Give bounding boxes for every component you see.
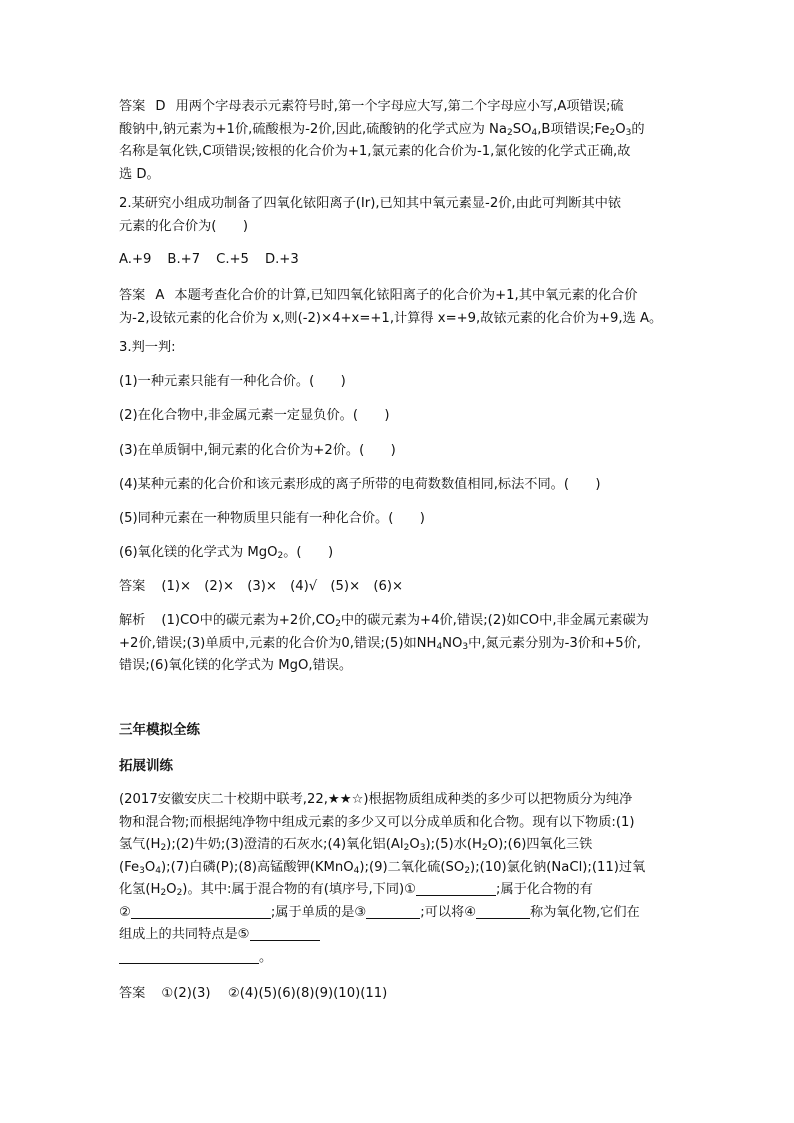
subscript: 2 <box>176 888 183 898</box>
text-run: 。 <box>259 950 273 965</box>
subscript: 2 <box>277 551 284 561</box>
subscript: 2 <box>507 127 513 138</box>
question-2 <box>119 193 679 238</box>
subscript: 2 <box>160 843 167 853</box>
practice-line-5 <box>119 879 679 902</box>
q3-item-6 <box>119 542 679 565</box>
text-run: 氢气(H <box>119 837 161 852</box>
q3-answer <box>119 576 679 599</box>
answer-text: 本题考查化合价的计算,已知四氧化铱阳离子的化合价为+1,其中氧元素的化合价 <box>174 288 638 303</box>
practice-line-2: 物和混合物;而根据纯净物中组成元素的多少又可以分成单质和化合物。现有以下物质:(1) <box>119 814 635 830</box>
q3-analysis <box>119 610 679 678</box>
q3-item-1 <box>119 371 679 394</box>
subscript: 3 <box>139 865 145 876</box>
practice-line-7 <box>119 924 679 947</box>
q1-answer-line-2 <box>119 119 679 142</box>
judge-item <box>119 542 679 565</box>
analysis-line-3: 错误;(6)氧化镁的化学式为 MgO,错误。 <box>119 658 353 673</box>
text-run: 中的碳元素为+4价,错误;(2)如CO中,非金属元素碳为 <box>340 613 649 628</box>
answer-text: 用两个字母表示元素符号时,第一个字母应大写,第二个字母应小写,A项错误;硫 <box>175 99 624 114</box>
answer-label: 答案 <box>119 99 146 114</box>
answer-blank-5[interactable] <box>250 925 320 941</box>
answer-label: 答案 <box>119 986 146 1001</box>
text-run: NO <box>442 635 463 651</box>
subscript: 2 <box>403 843 410 853</box>
subscript: 4 <box>353 865 360 876</box>
text-run: SO <box>512 121 532 137</box>
section-title: 三年模拟全练 <box>119 722 200 738</box>
subscript: 2 <box>481 843 488 853</box>
q1-answer-line-4: 选 D。 <box>119 166 160 182</box>
text-run: O <box>409 837 420 852</box>
subscript: 2 <box>335 619 341 629</box>
subscript: 2 <box>464 865 471 876</box>
text-run: 称为氧化物,它们在 <box>530 904 640 920</box>
subscript: 3 <box>625 127 632 138</box>
text-run: );(2)牛奶;(3)澄清的石灰水;(4)氧化铝(Al <box>166 837 404 852</box>
text-run: (1)CO中的碳元素为+2价,CO <box>161 613 336 628</box>
text-run: );(5)水(H <box>425 837 482 852</box>
judge-item: (5)同种元素在一种物质里只能有一种化合价。( ) <box>119 511 425 526</box>
q2-answer-line-2: 为-2,设铱元素的化合价为 x,则(-2)×4+x=+1,计算得 x=+9,故铱元素的化合价为+9,选 A。 <box>119 310 663 326</box>
q1-answer <box>119 96 679 186</box>
q2-stem-line-2: 元素的化合价为( ) <box>119 218 248 234</box>
answer-text: (1)× (2)× (3)× (4)√ (5)× (6)× <box>161 579 404 594</box>
q2-stem-line-1: 2.某研究小组成功制备了四氧化铱阳离子(Ir),已知其中氧元素显-2价,由此可判断其中铱 <box>119 196 622 211</box>
text-run: ;可以将④ <box>420 904 477 920</box>
q2-answer <box>119 285 679 330</box>
text-run: O <box>166 882 177 897</box>
option-d: D.+3 <box>264 252 299 267</box>
text-run: (Fe <box>119 859 140 875</box>
text-run: O <box>144 859 156 875</box>
subscript: 4 <box>531 127 538 138</box>
text-run: ;属于化合物的有 <box>496 882 593 897</box>
subscript: 3 <box>462 641 469 652</box>
text-run: 中,氮元素分别为-3价和+5价, <box>468 635 642 651</box>
text-run: 化氢(H <box>119 882 161 897</box>
subscript: 2 <box>160 888 167 898</box>
text-run: );(7)白磷(P);(8)高锰酸钾(KMnO <box>160 859 354 875</box>
practice-line-3 <box>119 834 679 857</box>
text-run: ;属于单质的是③ <box>270 904 367 920</box>
practice-blank-continuation <box>119 947 679 970</box>
section-subtitle: 拓展训练 <box>119 758 173 774</box>
text-run: 。( ) <box>283 545 334 560</box>
text-run: ② <box>119 904 131 920</box>
text-run: )。其中:属于混合物的有(填序号,下同)① <box>182 882 417 897</box>
answer-choice: D <box>155 99 166 114</box>
q1-answer-line-1 <box>119 96 679 119</box>
q3-item-3 <box>119 440 679 463</box>
text-run: (6)氧化镁的化学式为 MgO <box>119 545 278 560</box>
text-run: 组成上的共同特点是⑤ <box>119 927 250 942</box>
analysis-label: 解析 <box>119 613 146 628</box>
q3-answer-line <box>119 576 679 599</box>
analysis-line-1 <box>119 610 679 633</box>
analysis-line-2 <box>119 633 679 656</box>
subscript: 2 <box>609 127 616 138</box>
subscript: 3 <box>419 843 426 853</box>
answer-blank-1[interactable] <box>416 880 496 896</box>
q3-item-5 <box>119 508 679 531</box>
answer-choice: A <box>155 288 165 303</box>
answer-label: 答案 <box>119 288 146 303</box>
text-run: );(9)二氧化硫(SO <box>359 859 465 875</box>
answer-label: 答案 <box>119 579 146 594</box>
practice-answer <box>119 983 679 1006</box>
judge-item: (4)某种元素的化合价和该元素形成的离子所带的电荷数数值相同,标法不同。( ) <box>119 477 601 492</box>
practice-line-6 <box>119 902 679 925</box>
option-b: B.+7 <box>167 252 201 267</box>
practice-line-1: (2017安徽安庆二十校期中联考,22,★★☆)根据物质组成种类的多少可以把物质分为纯净 <box>119 792 633 807</box>
answer-blank-3[interactable] <box>366 903 420 919</box>
subscript: 4 <box>436 641 443 652</box>
text-run: +2价,错误;(3)单质中,元素的化合价为0,错误;(5)如NH <box>119 635 437 651</box>
text-run: O <box>615 121 626 137</box>
text-run: 酸钠中,钠元素为+1价,硫酸根为-2价,因此,硫酸钠的化学式应为 Na <box>119 121 507 137</box>
practice-question <box>119 789 679 947</box>
text-run: O);(6)四氧化三铁 <box>487 837 593 852</box>
judge-item: (1)一种元素只能有一种化合价。( ) <box>119 374 346 389</box>
practice-line-4 <box>119 857 679 880</box>
q2-options <box>119 249 679 272</box>
text-run: 的 <box>631 121 645 137</box>
practice-answer-line <box>119 983 679 1006</box>
practice-line-8 <box>119 947 679 970</box>
subscript: 4 <box>155 865 161 876</box>
text-run: ,B项错误;Fe <box>537 121 610 137</box>
answer-blank-2[interactable] <box>131 903 271 919</box>
option-c: C.+5 <box>216 252 249 267</box>
q3-title: 3.判一判: <box>119 340 176 355</box>
q3-item-2 <box>119 405 679 428</box>
answer-blank-5-continued[interactable] <box>119 948 259 964</box>
text-run: );(10)氯化钠(NaCl);(11)过氧 <box>470 859 646 875</box>
judge-item: (3)在单质铜中,铜元素的化合价为+2价。( ) <box>119 443 396 458</box>
q2-answer-line-1 <box>119 285 679 308</box>
judge-item: (2)在化合物中,非金属元素一定显负价。( ) <box>119 408 390 423</box>
q2-options-line <box>119 249 679 272</box>
answer-text: ①(2)(3) ②(4)(5)(6)(8)(9)(10)(11) <box>161 986 388 1001</box>
q3-item-4 <box>119 474 679 497</box>
answer-blank-4[interactable] <box>476 903 530 919</box>
option-a: A.+9 <box>119 252 152 267</box>
question-3-title <box>119 337 679 360</box>
q1-answer-line-3: 名称是氧化铁,C项错误;铵根的化合价为+1,氯元素的化合价为-1,氯化铵的化学式正确,故 <box>119 144 631 159</box>
